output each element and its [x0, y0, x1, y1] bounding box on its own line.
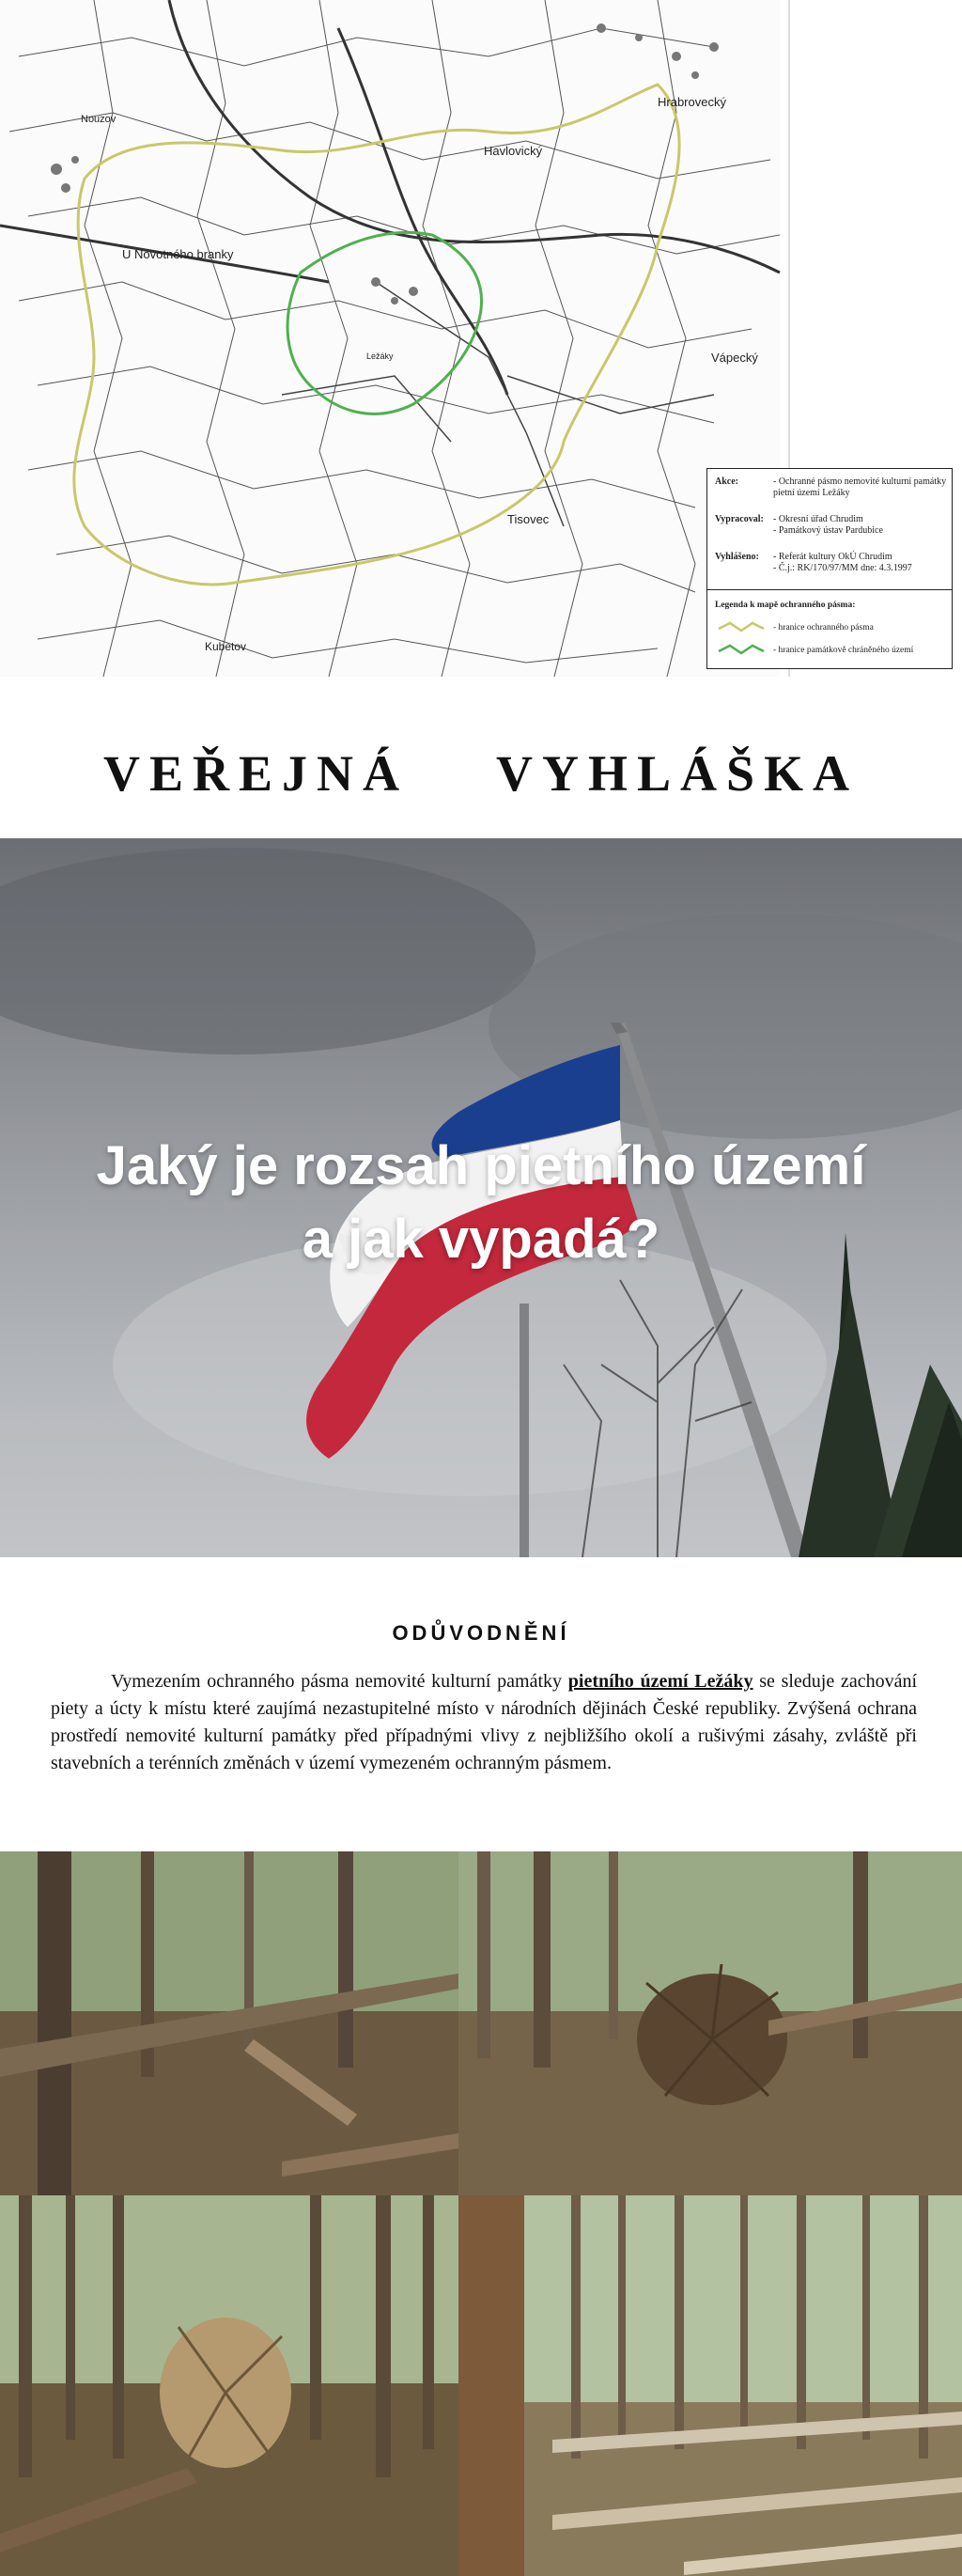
- map-label-u-novotneho-branky: U Novotného branky: [122, 247, 234, 261]
- legend-title: Legenda k mapě ochranného pásma:: [715, 601, 856, 610]
- legend-item-protected: - hranice památkově chráněného území: [773, 646, 914, 655]
- justification-text-start: Vymezením ochranného pásma nemovité kulturní památky: [111, 1671, 568, 1692]
- legend-akce-value: - Ochranné pásmo nemovité kulturní památky pietní území Ležáky: [773, 476, 947, 498]
- map-legend: [706, 468, 953, 669]
- justification-text-end: se sleduje zachování piety a úcty k místu které zaujímá nezastupitelné místo v národních dějinách České republiky. Zvýšená ochrana prostředí nemovité kulturní památky před případnými vlivy z nejbližšího okolí a rušivými zásahy, zvláště při stavebních a terénních změnách v území vymezeném ochranným pásmem.: [51, 1671, 917, 1773]
- map-label-lezaky: Ležáky: [366, 351, 394, 361]
- justification-text: [51, 1668, 917, 1777]
- justification-text-emphasis: pietního území Ležáky: [567, 1671, 753, 1692]
- legend-vypracoval-value-1: - Okresní úřad Chrudim: [773, 514, 863, 524]
- legend-vyhlaseno-label: Vyhlášeno:: [715, 552, 759, 562]
- map-label-vapecky: Vápecký: [711, 351, 758, 365]
- justification-section: [0, 1557, 962, 1851]
- legend-akce-label: Akce:: [715, 476, 738, 487]
- headline-section: [0, 677, 962, 838]
- legend-vypracoval-value-2: - Památkový ústav Pardubice: [773, 525, 883, 536]
- map-label-tisovec: Tisovec: [507, 512, 550, 526]
- map-label-nouzov: Nouzov: [81, 114, 116, 125]
- photo-caption: [0, 1130, 962, 1276]
- map-label-havlovicky: Havlovický: [484, 144, 543, 158]
- forest-photo-uprooted-tree: [458, 1851, 962, 2195]
- legend-vyhlaseno-value-2: - Č.j.: RK/170/97/MM dne: 4.3.1997: [773, 563, 912, 573]
- photo-caption-line-2: a jak vypadá?: [302, 1209, 660, 1270]
- legend-divider: [707, 589, 952, 590]
- map-label-hrabrovecky: Hrabrovecký: [658, 95, 726, 109]
- forest-photo-root-plate: [0, 2195, 458, 2576]
- justification-heading: ODŮVODNĚNÍ: [392, 1621, 570, 1645]
- legend-vyhlaseno-value-1: - Referát kultury OkÚ Chrudim: [773, 552, 892, 562]
- protection-zone-map: [0, 0, 962, 677]
- photo-caption-line-1: Jaký je rozsah pietního území: [96, 1135, 866, 1196]
- flag-photo: [0, 838, 962, 1557]
- legend-vypracoval-label: Vypracoval:: [715, 514, 764, 524]
- legend-swatches: [717, 617, 768, 659]
- forest-photo-grid: [0, 1851, 962, 2576]
- map-label-kubetov: Kubetov: [205, 640, 247, 653]
- public-notice-title: VEŘEJNÁ VYHLÁŠKA: [102, 745, 860, 802]
- legend-item-buffer: - hranice ochranného pásma: [773, 623, 874, 632]
- forest-photo-fallen-logs: [458, 2195, 962, 2576]
- forest-photo-fallen-tree: [0, 1851, 458, 2195]
